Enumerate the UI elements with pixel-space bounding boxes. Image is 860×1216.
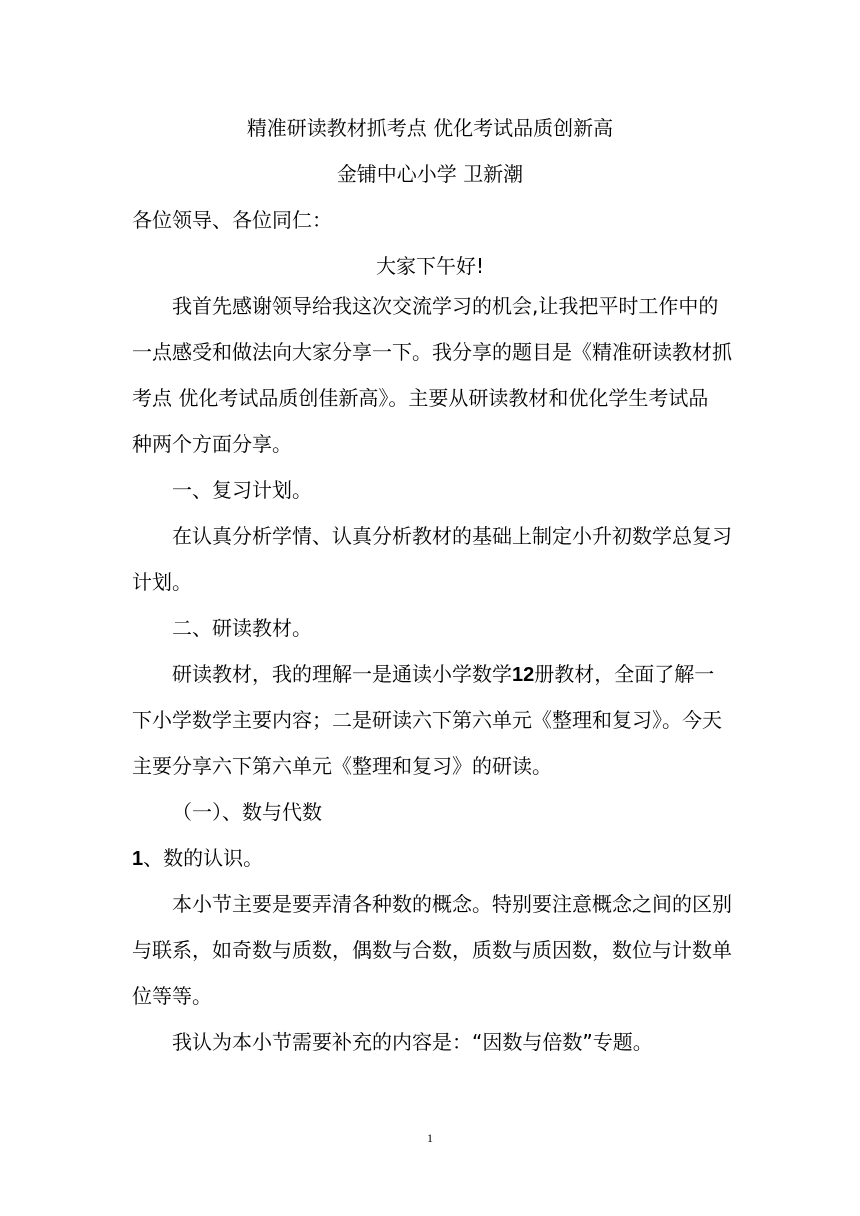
paragraph-3-line-1-pre: 研读教材，我的理解一是通读小学数学 (172, 662, 512, 686)
author-line: 金铺中心小学 卫新潮 (336, 162, 524, 186)
paragraph-1-line-1: 我首先感谢领导给我这次交流学习的机会,让我把平时工作中的 (172, 294, 719, 318)
document-title: 精准研读教材抓考点 优化考试品质创新高 (246, 116, 614, 140)
paragraph-4-line-1: 本小节主要是要弄清各种数的概念。特别要注意概念之间的区别 (172, 892, 732, 916)
paragraph-5: 我认为本小节需要补充的内容是：“因数与倍数”专题。 (172, 1030, 653, 1054)
paragraph-1-line-3: 考点 优化考试品质创佳新高》。主要从研读教材和优化学生考试品 (132, 386, 709, 410)
subheading-number: 1 (132, 848, 144, 870)
section-heading-plan: 一、复习计划。 (172, 478, 312, 502)
paragraph-3-line-1-number: 12 (512, 664, 535, 686)
paragraph-1-line-2: 一点感受和做法向大家分享一下。我分享的题目是《精准研读教材抓 (132, 340, 732, 364)
greeting: 大家下午好! (375, 254, 485, 278)
subsection-heading-numbers: （一）、数与代数 (172, 800, 322, 824)
paragraph-2-line-1: 在认真分析学情、认真分析教材的基础上制定小升初数学总复习 (172, 524, 732, 548)
paragraph-3-line-1-post: 册教材，全面了解一 (534, 662, 715, 686)
subheading-number-recognition (132, 844, 263, 873)
paragraph-3-line-2: 下小学数学主要内容；二是研读六下第六单元《整理和复习》。今天 (132, 708, 722, 732)
section-heading-study: 二、研读教材。 (172, 616, 312, 640)
subheading-text: 、数的认识。 (143, 846, 264, 870)
paragraph-3-line-3: 主要分享六下第六单元《整理和复习》的研读。 (132, 754, 552, 778)
paragraph-4-line-2: 与联系，如奇数与质数，偶数与合数，质数与质因数，数位与计数单 (132, 938, 732, 962)
paragraph-3-line-1 (172, 660, 714, 689)
page-number: 1 (427, 1131, 433, 1145)
paragraph-4-line-3: 位等等。 (132, 984, 212, 1008)
paragraph-1-line-4: 种两个方面分享。 (132, 432, 292, 456)
paragraph-2-line-2: 计划。 (132, 570, 192, 594)
salutation: 各位领导、各位同仁： (132, 208, 332, 232)
